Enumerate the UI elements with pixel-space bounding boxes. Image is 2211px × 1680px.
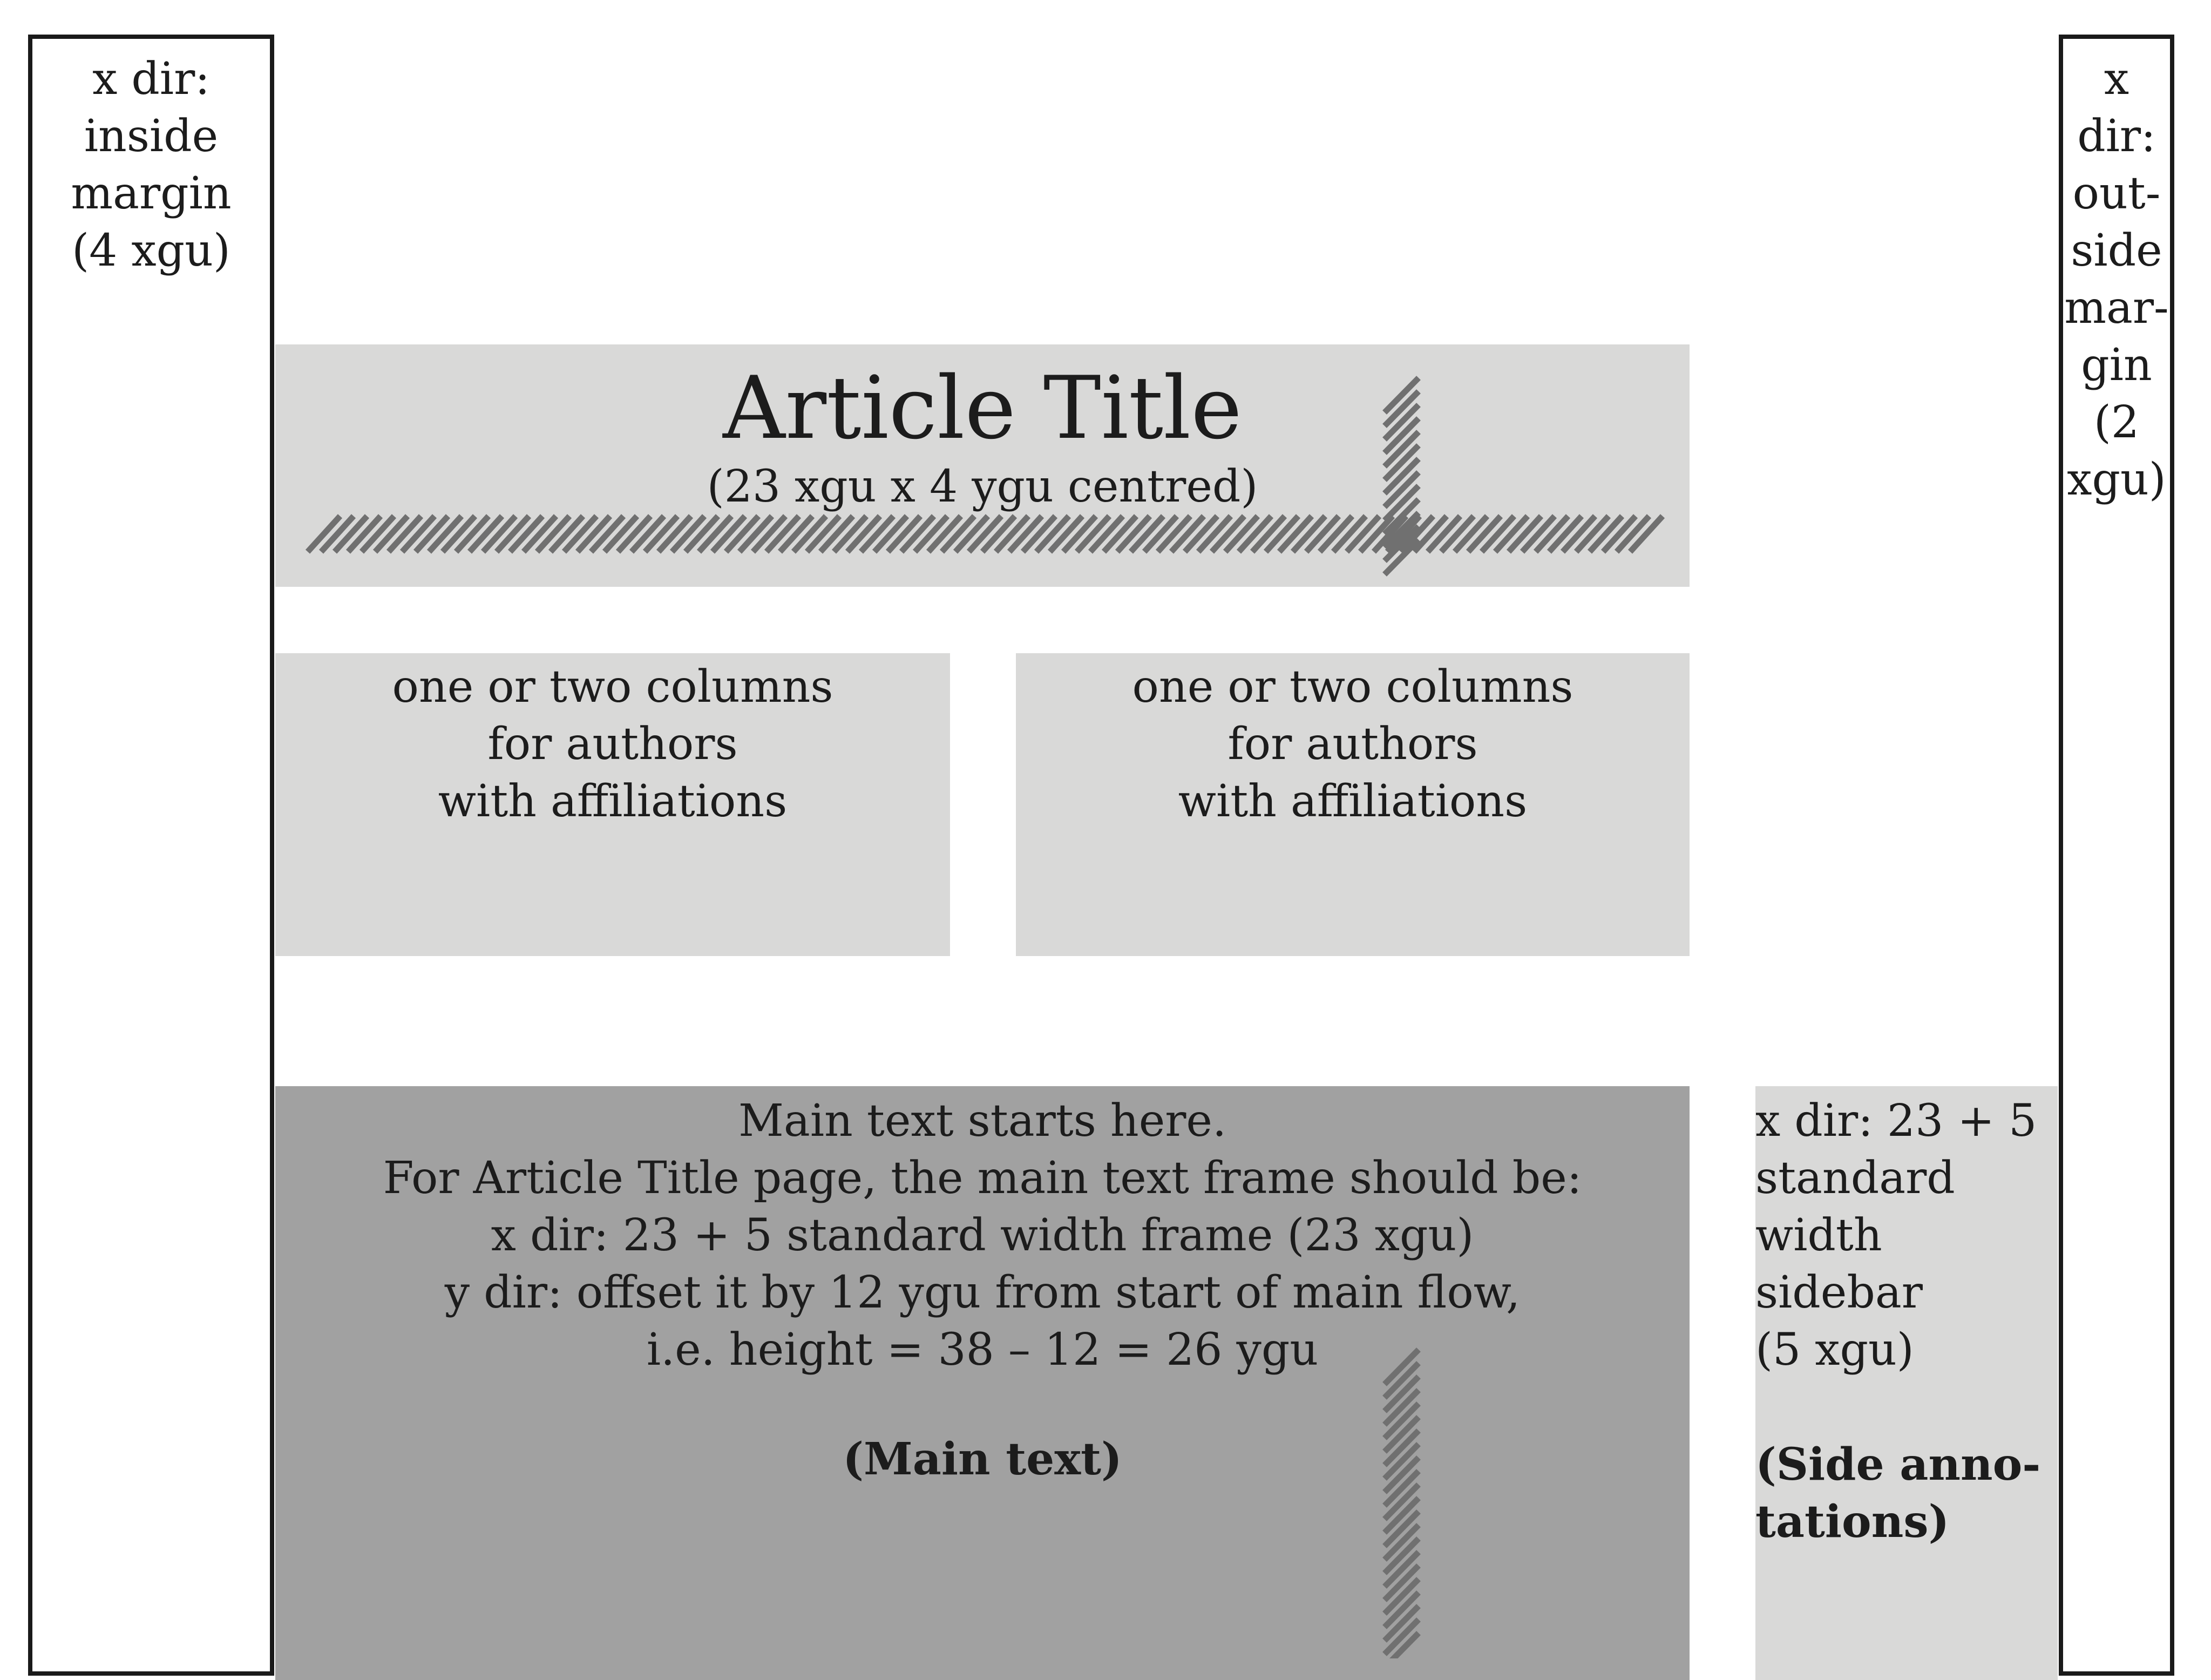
article-title: Article Title	[723, 357, 1242, 458]
main-text-label: (Main text)	[843, 1433, 1122, 1485]
outside-margin-label: x dir: out- side mar- gin (2 xgu)	[2064, 53, 2169, 505]
sidebar-description: x dir: 23 + 5 standard width sidebar (5 xgu)	[1755, 1095, 2037, 1376]
main-text-description: Main text starts here. For Article Title page, the main text frame should be: x dir: 23 + 5 standard width frame (23 xgu) y dir: offset it by 12 ygu from start of main flow, i.e. height = 38 – 12 = 26 ygu	[383, 1095, 1582, 1376]
inside-margin-label: x dir: inside margin (4 xgu)	[71, 53, 232, 276]
hatch-vertical-title	[1385, 378, 1419, 574]
article-title-dimensions: (23 xgu x 4 ygu centred)	[707, 461, 1258, 512]
author-column-label: one or two columns for authors with affiliations	[392, 661, 833, 827]
hatch-vertical-main	[1385, 1350, 1419, 1658]
sidebar-label: (Side anno- tations)	[1755, 1439, 2041, 1548]
author-column-label: one or two columns for authors with affiliations	[1132, 661, 1574, 827]
hatch-horizontal-title	[308, 516, 1663, 552]
